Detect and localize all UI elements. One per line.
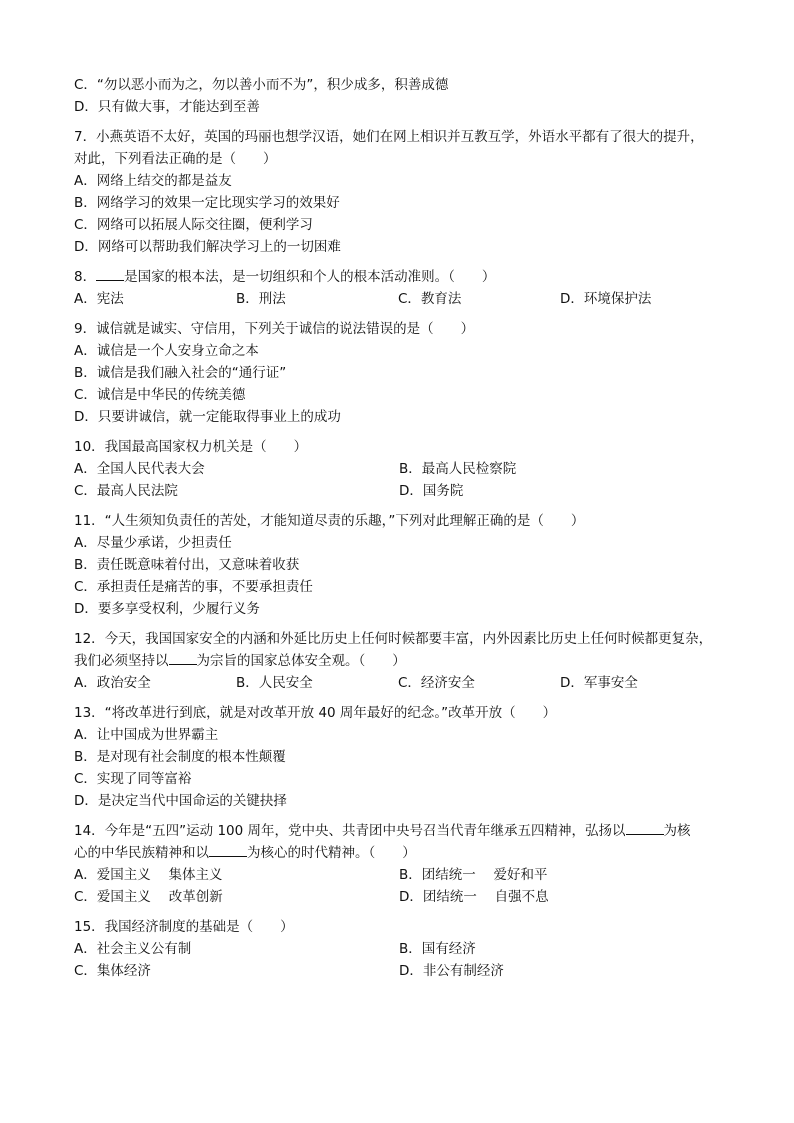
question-10 [74,436,734,502]
answer-blank [209,842,247,857]
question-stem: 对此，下列看法正确的是（ ） [74,151,277,167]
option-d: D．非公有制经济 [399,963,504,979]
question-stem: 我们必须坚持以 为宗旨的国家总体安全观。（ ） [74,650,734,672]
option-b: B．最高人民检察院 [399,461,517,477]
previous-question-tail [74,74,734,118]
question-stem: 13．“将改革进行到底，就是对改革开放 40 周年最好的纪念。”改革开放（ ） [74,705,557,721]
answer-blank [169,650,197,665]
option-a: A．诚信是一个人安身立命之本 [74,343,259,359]
question-stem: 12．今天，我国国家安全的内涵和外延比历史上任何时候都要丰富，内外因素比历史上任何时候都更复杂， [74,631,713,647]
option-c: C．网络可以拓展人际交往圈，便利学习 [74,217,313,233]
option-a: A．全国人民代表大会 [74,461,205,477]
option-b: B．人民安全 [236,675,313,691]
option-a: A．爱国主义 集体主义 [74,867,223,883]
option-a: A．社会主义公有制 [74,941,192,957]
option-d: D．国务院 [399,483,464,499]
option-c: C．承担责任是痛苦的事，不要承担责任 [74,579,313,595]
options-row [74,886,734,908]
option-c: C．爱国主义 改革创新 [74,889,223,905]
option-d: D．只有做大事，才能达到至善 [74,99,260,115]
option-c: C．实现了同等富裕 [74,771,192,787]
option-a: A．尽量少承诺，少担责任 [74,535,232,551]
question-stem: 7．小燕英语不太好，英国的玛丽也想学汉语，她们在网上相识并互教互学，外语水平都有了很大的提升， [74,129,704,145]
question-stem: 9．诚信就是诚实、守信用，下列关于诚信的说法错误的是（ ） [74,321,475,337]
option-d: D．要多享受权利，少履行义务 [74,601,260,617]
question-12 [74,628,734,694]
question-13 [74,702,734,812]
exam-page [74,74,734,982]
option-c: C．经济安全 [398,675,475,691]
question-stem: 心的中华民族精神和以 为核心的时代精神。（ ） [74,842,734,864]
option-a: A．网络上结交的都是益友 [74,173,232,189]
option-b: B．是对现有社会制度的根本性颠覆 [74,749,286,765]
question-8 [74,266,734,310]
options-row [74,938,734,960]
question-15 [74,916,734,982]
options-row [74,288,734,310]
answer-blank [626,820,664,835]
option-d: D．团结统一 自强不息 [399,889,549,905]
option-b: B．网络学习的效果一定比现实学习的效果好 [74,195,340,211]
question-stem: 15．我国经济制度的基础是（ ） [74,919,294,935]
question-9 [74,318,734,428]
option-c: C．最高人民法院 [74,483,178,499]
option-d: D．军事安全 [560,675,638,691]
option-a: A．让中国成为世界霸主 [74,727,219,743]
option-d: D．网络可以帮助我们解决学习上的一切困难 [74,239,341,255]
option-b: B．刑法 [236,291,286,307]
options-row [74,458,734,480]
question-7 [74,126,734,258]
question-stem: 8． 是国家的根本法，是一切组织和个人的根本活动准则。（ ） [74,266,734,288]
option-a: A．宪法 [74,291,124,307]
option-b: B．诚信是我们融入社会的“通行证” [74,365,287,381]
question-stem: 10．我国最高国家权力机关是（ ） [74,439,308,455]
option-d: D．是决定当代中国命运的关键抉择 [74,793,287,809]
option-c: C．集体经济 [74,963,151,979]
option-d: D．环境保护法 [560,291,652,307]
option-c: C．诚信是中华民的传统美德 [74,387,246,403]
options-row [74,864,734,886]
option-b: B．国有经济 [399,941,476,957]
question-11 [74,510,734,620]
question-14 [74,820,734,908]
option-b: B．团结统一 爱好和平 [399,867,548,883]
options-row [74,960,734,982]
option-d: D．只要讲诚信，就一定能取得事业上的成功 [74,409,341,425]
option-b: B．责任既意味着付出，又意味着收获 [74,557,300,573]
options-row [74,480,734,502]
answer-blank [96,266,124,281]
option-a: A．政治安全 [74,675,151,691]
option-c: C．教育法 [398,291,462,307]
question-stem: 14．今年是“五四”运动 100 周年，党中央、共青团中央号召当代青年继承五四精神，弘扬以 为核 [74,820,734,842]
options-row [74,672,734,694]
option-c: C．“勿以恶小而为之，勿以善小而不为”，积少成多，积善成德 [74,77,449,93]
question-stem: 11．“人生须知负责任的苦处，才能知道尽责的乐趣，”下列对此理解正确的是（ ） [74,513,585,529]
